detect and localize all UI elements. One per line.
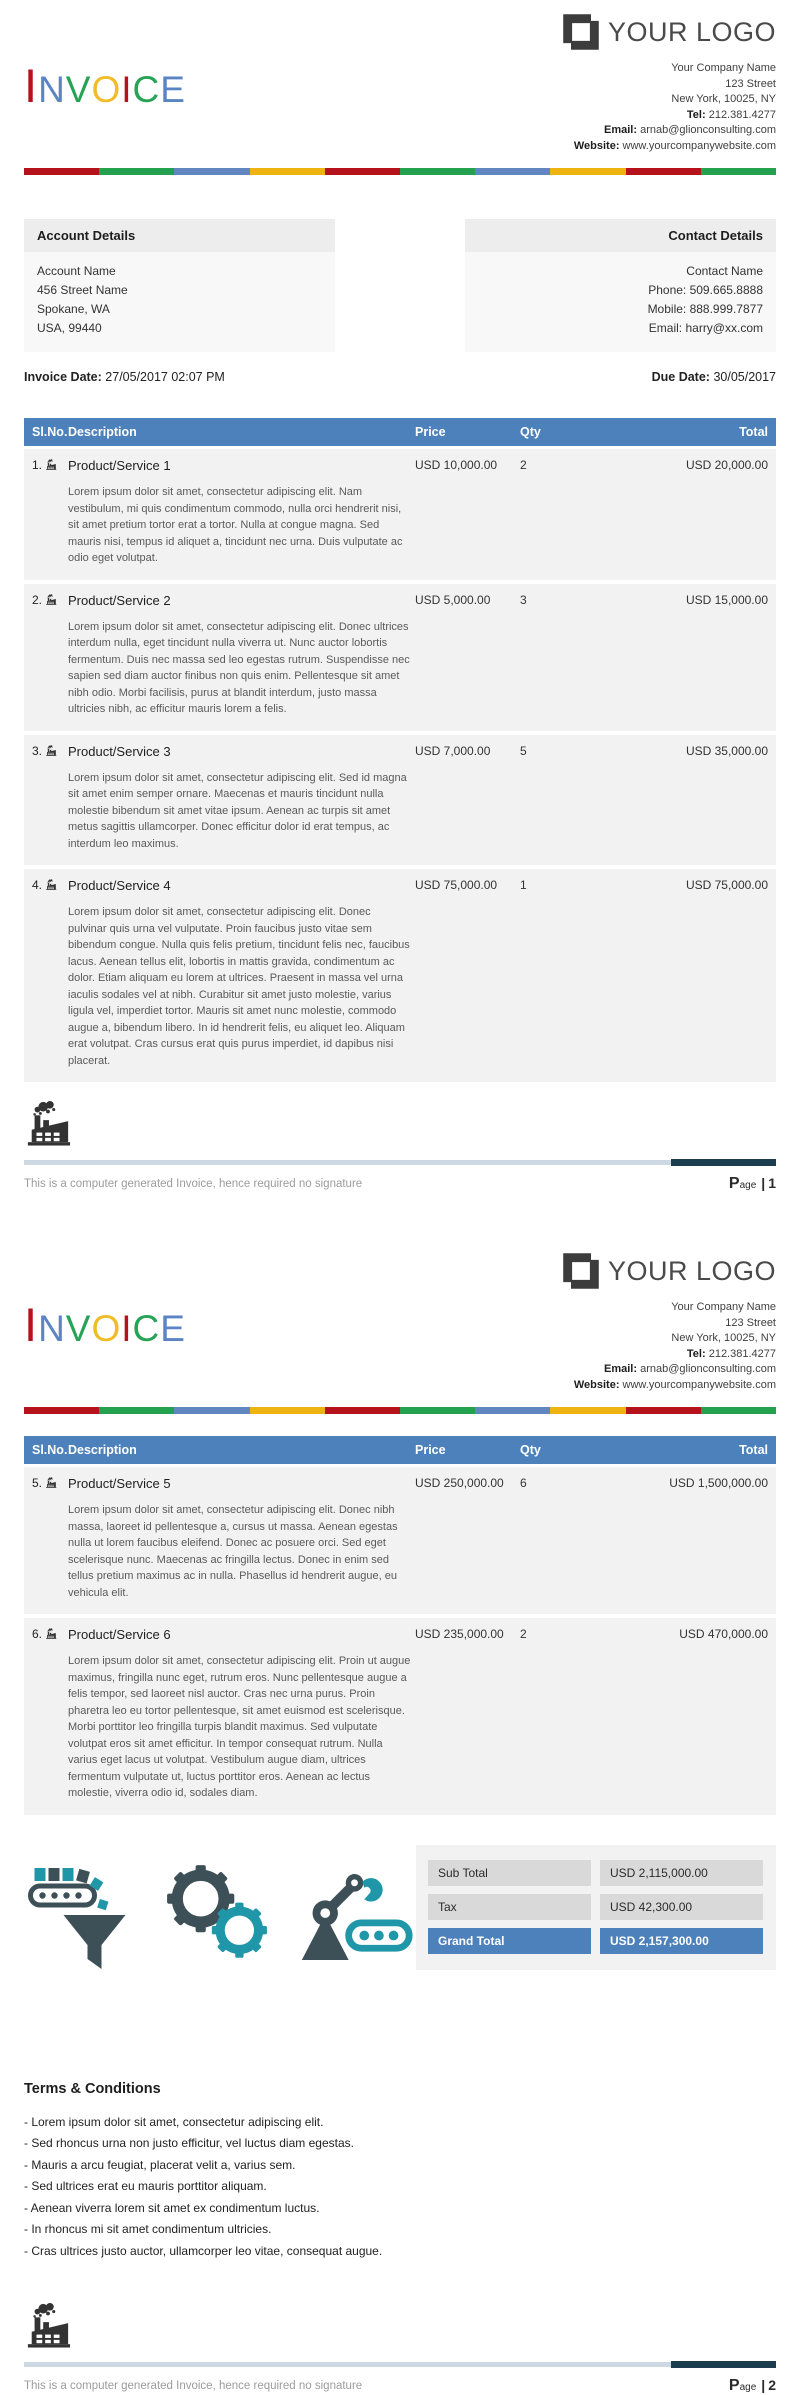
- footer-rule: [24, 1159, 776, 1166]
- title-letter: I: [24, 1298, 39, 1351]
- title-letter: O: [91, 1308, 122, 1349]
- item-name: Product/Service 1: [68, 458, 171, 473]
- invoice-page-1: [0, 0, 800, 1193]
- grand-total-value: USD 2,157,300.00: [600, 1928, 763, 1954]
- footer-note: This is a computer generated Invoice, hence required no signature: [24, 2380, 363, 2392]
- factory-icon: [45, 1628, 57, 1639]
- terms-item: - Mauris a arcu feugiat, placerat velit a, varius sem.: [24, 2157, 296, 2172]
- invoice-date: Invoice Date: 27/05/2017 02:07 PM: [24, 370, 225, 384]
- item-price: USD 5,000.00: [415, 592, 491, 607]
- page-header: [0, 0, 800, 158]
- account-line: Account Name: [37, 264, 116, 278]
- subtotal-label: Sub Total: [428, 1860, 591, 1886]
- item-total: USD 75,000.00: [685, 878, 768, 892]
- title-letter: V: [65, 1308, 92, 1349]
- item-name: Product/Service 3: [68, 743, 171, 759]
- item-description: Lorem ipsum dolor sit amet, consectetur adipiscing elit. Proin ut augue maximus, fringilla nunc eget, rutrum eros. Nunc pellentesque augue a felis tempor, sed laoreet nisl auctor. Cras nec urna purus. Proin pharetra leo eu tortor pellentesque, sit amet euismod est scelerisque. Morbi porttitor leo fringilla turpis blandit maximus. Sed vulputate volutpat eros sit amet efficitur. In tempor consequat rutrum. Nulla varius eget lacus ut volutpat. Vestibulum augue diam, ultrices fermentum vulputate ut, luctus porttitor eros. Aenean ac lectus molestie, viverra odio id, sodales diam.: [68, 1655, 411, 1799]
- col-description: Description: [68, 1443, 137, 1457]
- terms-item: - In rhoncus mi sit amet condimentum ultricies.: [24, 2222, 272, 2236]
- item-price: USD 250,000.00: [415, 1476, 504, 1490]
- item-name: Product/Service 4: [68, 878, 171, 893]
- title-letter: E: [160, 1308, 186, 1349]
- grand-total-label: Grand Total: [428, 1928, 591, 1954]
- item-description: Lorem ipsum dolor sit amet, consectetur adipiscing elit. Nam vestibulum, mi quis condimentum commodo, nulla orci hendrerit nisi, sit amet pretium tortor erat a tortor. Nulla at congue magna. Sed mauris nisi, tempus id aliquet a, tincidunt nec urna. Duis vulputate ac odio eget volutpat.: [68, 486, 403, 564]
- company-name: Your Company Name: [671, 62, 776, 74]
- color-stripe: [24, 168, 776, 175]
- page-number: Page | 2: [728, 2377, 776, 2394]
- item-qty: 5: [520, 743, 527, 758]
- due-date: Due Date: 30/05/2017: [651, 370, 776, 384]
- contact-line: Email: harry@xx.com: [648, 321, 763, 335]
- factory-icon: [45, 879, 57, 890]
- title-letter: N: [38, 69, 66, 110]
- title-letter: I: [121, 1308, 133, 1349]
- logo-mark-icon: [561, 12, 601, 52]
- item-qty: 2: [520, 1627, 527, 1641]
- item-qty: 6: [520, 1476, 527, 1490]
- title-letter: N: [38, 1308, 66, 1349]
- contact-line: Mobile: 888.999.7877: [647, 302, 763, 316]
- company-city: New York, 10025, NY: [671, 1332, 776, 1344]
- company-tel: Tel: 212.381.4277: [686, 1347, 776, 1360]
- factory-icon: [24, 2302, 72, 2348]
- item-name: Product/Service 2: [68, 592, 171, 608]
- col-total: Total: [739, 1443, 768, 1457]
- invoice-title: [24, 58, 186, 158]
- terms-item: - Sed ultrices erat eu mauris porttitor aliquam.: [24, 2179, 267, 2193]
- account-line: Spokane, WA: [37, 302, 110, 316]
- col-description: Description: [68, 425, 137, 439]
- subtotal-value: USD 2,115,000.00: [600, 1860, 763, 1886]
- company-address: [561, 1300, 776, 1393]
- contact-details-title: Contact Details: [465, 219, 776, 252]
- item-description: Lorem ipsum dolor sit amet, consectetur adipiscing elit. Sed id magna sit amet enim semper ornare. Maecenas et mauris tincidunt nulla molestie bibendum sit amet vitae ipsum. Aenean ac turpis sit amet metus sagittis ullamcorper. Donec efficitur dolor id erat tempus, ac interdum leo maximus.: [68, 771, 407, 850]
- factory-icon: [45, 745, 57, 756]
- items-table: [24, 418, 776, 1086]
- company-website: Website: www.yourcompanywebsite.com: [573, 1378, 776, 1391]
- items-table: [24, 1436, 776, 1819]
- logo-text: YOUR LOGO: [607, 1255, 776, 1286]
- tax-value: USD 42,300.00: [600, 1894, 763, 1920]
- invoice-title: [24, 1297, 186, 1397]
- company-street: 123 Street: [725, 77, 776, 90]
- page-number: Page | 1: [728, 1175, 776, 1192]
- company-address: [561, 61, 776, 154]
- table-header-row: [24, 418, 776, 446]
- terms-title: Terms & Conditions: [24, 2080, 161, 2097]
- table-row: 3. Product/Service 3 USD 7,000.00 5 USD 35,000.00 Lorem ipsum dolor sit amet, consectetur adipiscing elit. Sed id magna sit amet enim semper ornare. Maecenas et mauris tincidunt nulla molestie bibendum sit amet vitae ipsum. Aenean ac turpis sit amet metus sagittis ullamcorper. Donec efficitur dolor id erat tempus, ac interdum leo maximus.: [24, 735, 776, 870]
- company-street: 123 Street: [725, 1316, 776, 1329]
- contact-details-box: [465, 219, 776, 352]
- totals-box: [416, 1845, 776, 1970]
- terms-item: - Cras ultrices justo auctor, ullamcorper leo vitae, consequat augue.: [24, 2243, 383, 2258]
- account-line: USA, 99440: [37, 321, 102, 335]
- company-name: Your Company Name: [671, 1301, 776, 1313]
- col-slno: Sl.No.: [32, 1443, 68, 1457]
- terms-and-conditions: [24, 2081, 776, 2263]
- company-logo: [561, 12, 776, 52]
- item-price: USD 75,000.00: [415, 878, 498, 892]
- title-letter: O: [91, 69, 122, 110]
- account-line: 456 Street Name: [37, 283, 128, 297]
- tax-label: Tax: [428, 1894, 591, 1920]
- item-name: Product/Service 5: [68, 1476, 171, 1491]
- manufacturing-icons: [24, 1857, 416, 1977]
- table-row: 4. Product/Service 4 USD 75,000.00 1 USD 75,000.00 Lorem ipsum dolor sit amet, consectetur adipiscing elit. Donec pulvinar quis urna vel vulputate. Proin faucibus justo vitae sem bibendum congue. Nulla quis felis pretium, tincidunt felis nec, faucibus lacus. Aenean tellus elit, lobortis in mattis gravida, condimentum ac dolor. Etiam aliquam eu lorem at ultrices. Praesent in massa vel urna iaculis sodales vel at nibh. Curabitur sit amet justo molestie, varius ligula vel, imperdiet tortor. Mauris sit amet nunc molestie, commodo augue a, bibendum libero. In id hendrerit felis, eu aliquet leo. Aliquam erat volutpat. Cras cursus erat quis purus imperdiet, id dapibus nisi placerat.: [24, 869, 776, 1086]
- table-row: 5. Product/Service 5 USD 250,000.00 6 USD 1,500,000.00 Lorem ipsum dolor sit amet, consectetur adipiscing elit. Donec nibh massa, laoreet id pellentesque a, cursus ut massa. Aenean egestas nulla ut lorem faucibus eleifend. Donec ac posuere orci. Sed eget scelerisque nunc. Maecenas ac fringilla lectus. Donec in enim sed tellus pretium maximus ac in nulla. Phasellus id hendrerit augue, eu vehicula elit.: [24, 1467, 776, 1618]
- footer-rule: [24, 2361, 776, 2368]
- gears-icon: [162, 1863, 274, 1971]
- invoice-page-2: [0, 1239, 800, 2395]
- page-header: [0, 1239, 800, 1397]
- factory-icon: [45, 459, 57, 470]
- robot-arm-icon: [294, 1868, 416, 1966]
- item-price: USD 235,000.00: [415, 1627, 504, 1641]
- col-qty: Qty: [520, 425, 541, 439]
- col-total: Total: [739, 425, 768, 439]
- item-price: USD 10,000.00: [415, 458, 498, 472]
- item-total: USD 470,000.00: [679, 1627, 768, 1641]
- col-price: Price: [415, 425, 446, 439]
- item-qty: 1: [520, 878, 527, 892]
- table-row: 1. Product/Service 1 USD 10,000.00 2 USD 20,000.00 Lorem ipsum dolor sit amet, consectetur adipiscing elit. Nam vestibulum, mi quis condimentum commodo, nulla orci hendrerit nisi, sit amet pretium tortor erat a tortor. Nulla at congue magna. Sed mauris nisi, tempus id aliquet a, tincidunt nec urna. Duis vulputate ac odio eget volutpat.: [24, 449, 776, 584]
- title-letter: I: [24, 59, 39, 112]
- factory-icon: [45, 1477, 57, 1488]
- logo-mark-icon: [561, 1251, 601, 1291]
- title-letter: V: [65, 69, 92, 110]
- item-qty: 3: [520, 592, 527, 607]
- title-letter: C: [132, 69, 161, 110]
- company-tel: Tel: 212.381.4277: [686, 108, 776, 121]
- item-description: Lorem ipsum dolor sit amet, consectetur adipiscing elit. Donec ultrices interdum nulla, eget tincidunt nulla viverra ut. Nunc auctor lobortis fermentum. Duis nec massa sed leo egestas rutrum. Suspendisse nec sapien sed diam auctor finibus non quis enim. Pellentesque sit amet nibh odio. Morbi facilisis, purus at blandit interdum, justo massa ultricies nibh, ac efficitur mauris lorem a felis.: [68, 620, 410, 715]
- title-letter: E: [160, 69, 186, 110]
- account-details-title: Account Details: [24, 219, 335, 252]
- item-qty: 2: [520, 458, 527, 472]
- conveyor-funnel-icon: [24, 1857, 142, 1977]
- item-total: USD 20,000.00: [685, 458, 768, 472]
- title-letter: C: [132, 1308, 161, 1349]
- factory-icon: [24, 1100, 72, 1146]
- col-slno: Sl.No.: [32, 425, 68, 439]
- title-letter: I: [121, 69, 133, 110]
- company-city: New York, 10025, NY: [671, 93, 776, 105]
- company-email: Email: arnab@glionconsulting.com: [604, 124, 776, 136]
- item-total: USD 35,000.00: [685, 743, 768, 758]
- color-stripe: [24, 1407, 776, 1414]
- company-email: Email: arnab@glionconsulting.com: [604, 1363, 776, 1375]
- table-header-row: [24, 1436, 776, 1464]
- contact-line: Contact Name: [686, 264, 763, 278]
- item-description: Lorem ipsum dolor sit amet, consectetur adipiscing elit. Donec pulvinar quis urna vel vulputate. Proin faucibus justo vitae sem bibendum congue. Nulla quis felis pretium, tincidunt felis nec, faucibus lacus. Aenean tellus elit, lobortis in mattis gravida, condimentum ac dolor. Etiam aliquam eu lorem at ultrices. Praesent in massa vel urna iaculis sodales vel at nibh. Curabitur sit amet justo molestie, varius ligula vel, imperdiet tortor. Mauris sit amet nunc molestie, commodo augue a, bibendum libero. In id hendrerit felis, eu aliquet leo. Aliquam erat volutpat. Cras cursus erat quis purus imperdiet, id dapibus nisi placerat.: [68, 906, 410, 1067]
- item-name: Product/Service 6: [68, 1627, 171, 1642]
- logo-text: YOUR LOGO: [607, 16, 776, 47]
- col-price: Price: [415, 1443, 446, 1457]
- table-row: 2. Product/Service 2 USD 5,000.00 3 USD 15,000.00 Lorem ipsum dolor sit amet, consectetur adipiscing elit. Donec ultrices interdum nulla, eget tincidunt nulla viverra ut. Nunc auctor lobortis fermentum. Duis nec massa sed leo egestas rutrum. Suspendisse nec sapien sed diam auctor finibus non quis enim. Pellentesque sit amet nibh odio. Morbi facilisis, purus at blandit interdum, justo massa ultricies nibh, ac efficitur mauris lorem a felis.: [24, 584, 776, 735]
- item-description: Lorem ipsum dolor sit amet, consectetur adipiscing elit. Donec nibh massa, laoreet id pellentesque a, cursus ut massa. Aenean egestas nulla ut lorem faucibus eleifend. Donec ac posuere orci. Sed eget scelerisque nunc. Maecenas ac fringilla lectus. Donec in enim sed tellus pretium maximus ac in nulla. Phasellus id hendrerit augue, eu vehicula elit.: [68, 1504, 398, 1599]
- table-row: 6. Product/Service 6 USD 235,000.00 2 USD 470,000.00 Lorem ipsum dolor sit amet, consectetur adipiscing elit. Proin ut augue maximus, fringilla nunc eget, rutrum eros. Nunc pellentesque augue a felis tempor, sed laoreet nisl auctor. Cras nec urna purus. Proin pharetra leo eu tortor pellentesque, sit amet euismod est scelerisque. Morbi porttitor leo fringilla turpis blandit maximus. Sed vulputate volutpat eros sit amet efficitur. In tempor consequat rutrum. Nulla varius eget lacus ut volutpat. Vestibulum augue diam, ultrices fermentum vulputate ut, luctus porttitor eros. Aenean ac lectus molestie, viverra odio id, sodales diam.: [24, 1618, 776, 1819]
- item-price: USD 7,000.00: [415, 743, 491, 758]
- factory-icon: [45, 594, 57, 605]
- footer-note: This is a computer generated Invoice, hence required no signature: [24, 1178, 363, 1190]
- account-details-box: [24, 219, 335, 352]
- item-total: USD 1,500,000.00: [669, 1476, 768, 1490]
- terms-item: - Sed rhoncus urna non justo efficitur, vel luctus diam egestas.: [24, 2136, 354, 2150]
- company-website: Website: www.yourcompanywebsite.com: [573, 139, 776, 152]
- col-qty: Qty: [520, 1443, 541, 1457]
- terms-item: - Aenean viverra lorem sit amet ex condimentum luctus.: [24, 2200, 320, 2215]
- terms-item: - Lorem ipsum dolor sit amet, consectetur adipiscing elit.: [24, 2114, 324, 2129]
- item-total: USD 15,000.00: [685, 592, 768, 607]
- company-logo: [561, 1251, 776, 1291]
- contact-line: Phone: 509.665.8888: [648, 283, 763, 297]
